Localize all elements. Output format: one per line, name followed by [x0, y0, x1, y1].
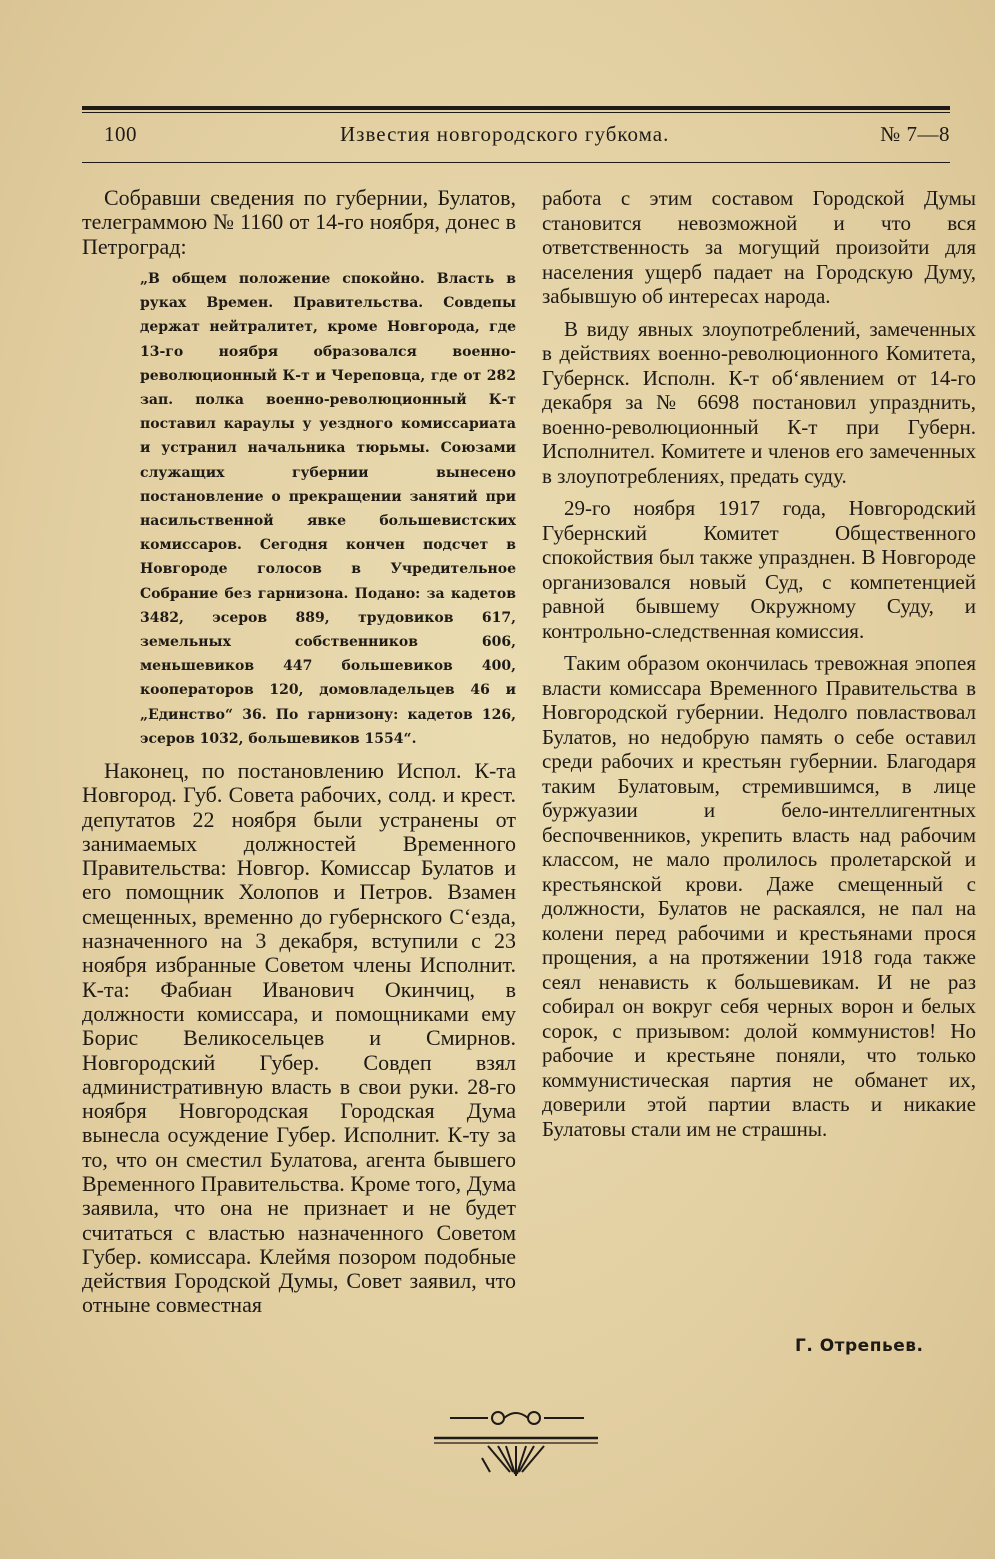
right-paragraph-2: В виду явных злоупотреблений, замеченных в действиях военно-революционного Комитета, Губернск. Исполн. К-т об‘явлением от 14-го декабря за № 6698 постановил упразднить, военно-революционный К-т при Губерн. Исполнител. Комитете и членов его замеченных в злоупотреблениях, предать суду. — [542, 316, 976, 488]
header-rule — [82, 162, 950, 163]
right-paragraph-3: 29-го ноября 1917 года, Новгородский Губернский Комитет Общественного спокойствия был также упразднен. В Новгороде организовался новый Суд, с компетенцией равной бывшему Окружному Суду, и контрольно-следственная комиссия. — [542, 496, 976, 643]
ornament-divider-icon — [426, 1398, 606, 1478]
right-paragraph-4: Таким образом окончилась тревожная эпопея власти комиссара Временного Правительства в Новгородской губернии. Недолго повластвовал Булатов, но недобрую память о себе оставил среди рабочих и крестьян губернии. Благодаря таким Булатовым, стремившимся, в лице буржуазии и бело-интеллигентных беспочвенников, укрепить власть над рабочим классом, не мало пролилось пролетарской и крестьянской крови. Даже смещенный с должности, Булатов не раскаялся, не пал на колени перед рабочими и крестьянами прося прощения, а на протяжении 1918 года также сеял ненависть к большевикам. И не раз собирал он вокруг себя черных ворон и белых сорок, с призывом: долой коммунистов! Но рабочие и крестьяне поняли, что только коммунистическая партия не обманет их, доверили этой партии власть и никакие Булатовы стали им не страшны. — [542, 651, 976, 1141]
top-rule — [82, 106, 950, 110]
issue-number: № 7—8 — [880, 122, 950, 146]
journal-title: Известия новгородского губкома. — [340, 122, 670, 146]
top-rule-thin — [82, 112, 950, 113]
right-paragraph-1: работа с этим составом Городской Думы становится невозможной и что вся ответственность за могущий произойти для населения ущерб падает на Городскую Думу, забывшую об интересах народа. — [542, 186, 976, 308]
page-number: 100 — [104, 122, 137, 146]
right-column — [542, 186, 976, 1141]
left-column — [82, 186, 516, 1318]
page-header — [104, 116, 950, 150]
telegram-quote: „В общем положение спокойно. Власть в руках Времен. Правительства. Совдепы держат нейтралитет, кроме Новгорода, где 13-го ноября образовался военно-революционный К-т и Череповца, где от 282 зап. полка военно-революционный К-т поставил караулы у уездного комиссариата и устранил начальника тюрьмы. Союзами служащих губернии вынесено постановление о прекращении занятий при насильственной явке большевистских комиссаров. Сегодня кончен подсчет в Новгороде голосов в Учредительное Собрание без гарнизона. Подано: за кадетов 3482, эсеров 889, трудовиков 617, земельных собственников 606, меньшевиков 447 большевиков 400, кооператоров 120, домовладельцев 46 и „Единство“ 36. По гарнизону: кадетов 126, эсеров 1032, большевиков 1554“. — [140, 270, 516, 747]
left-paragraph-2: Наконец, по постановлению Испол. К-та Новгород. Губ. Совета рабочих, солд. и крест. депутатов 22 ноября были устранены от занимаемых должностей Временного Правительства: Новгор. Комиссар Булатов и его помощник Холопов и Петров. Взамен смещенных, временно до губернского С‘езда, назначенного на 3 декабря, вступили с 23 ноября избранные Советом члены Исполнит. К-та: Фабиан Иванович Окинчиц, в должности комиссара, и помощниками ему Борис Великосельцев и Смирнов. Новгородский Губер. Совдеп взял административную власть в свои руки. 28-го ноября Новгородская Городская Дума вынесла осуждение Губер. Исполнит. К-ту за то, что он сместил Булатова, агента бывшего Временного Правительства. Кроме того, Дума заявила, что она не признает и не будет считаться с властью назначенного Советом Губер. комиссара. Клеймя позором подобные действия Городской Думы, Совет заявил, что отныне совместная — [82, 757, 516, 1318]
author-signature: Г. Отрепьев. — [795, 1336, 924, 1356]
intro-paragraph: Собравши сведения по губернии, Булатов, телеграммою № 1160 от 14-го ноября, донес в Петроград: — [82, 185, 516, 259]
